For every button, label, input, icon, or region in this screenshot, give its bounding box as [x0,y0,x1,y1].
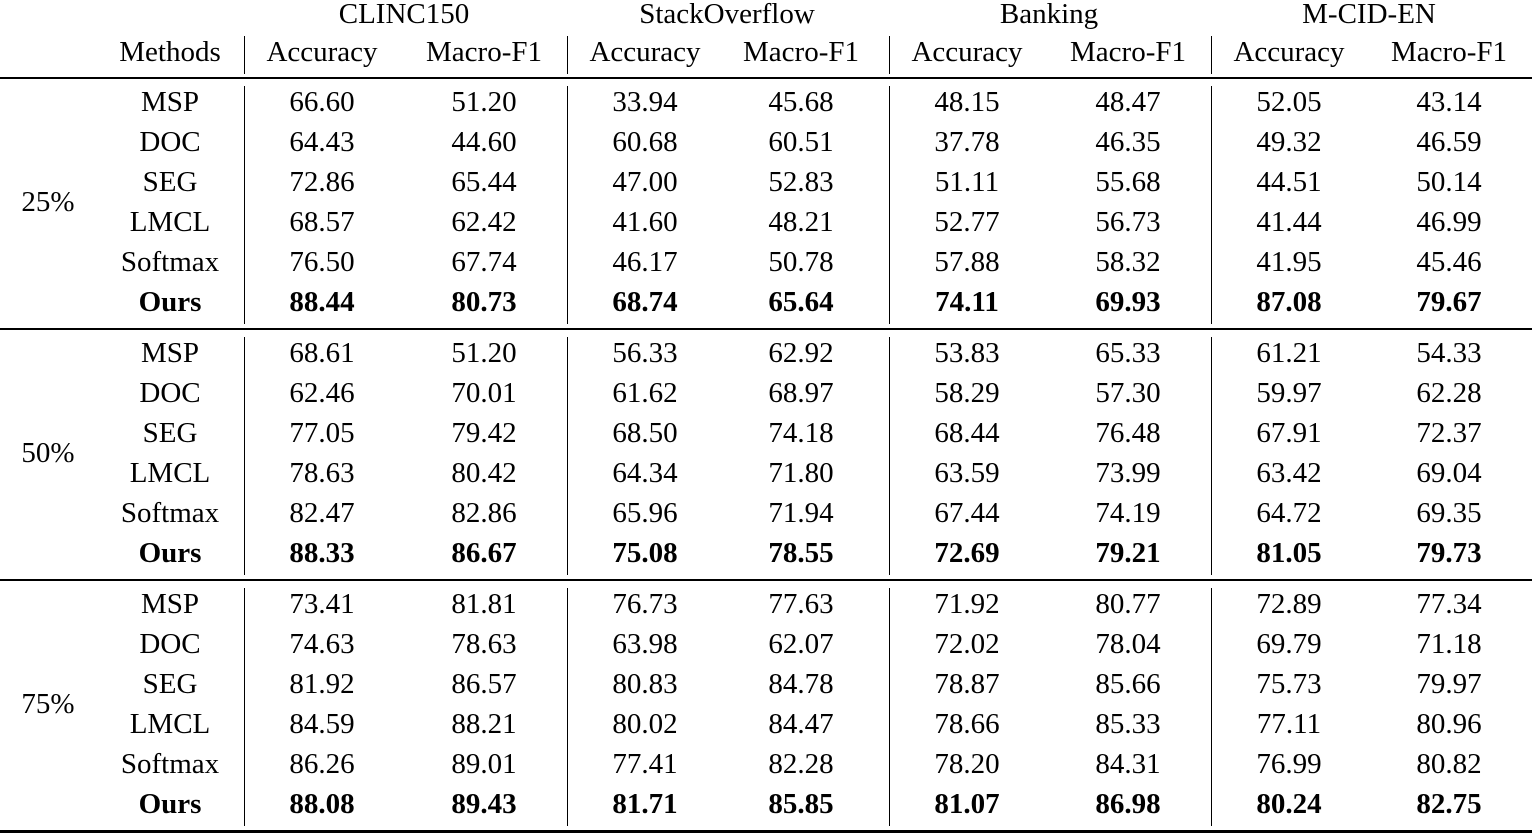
column-divider [244,588,245,826]
dataset-header: M-CID-EN [1302,0,1436,30]
table-cell: 76.48 [1095,417,1161,449]
table-cell: 68.97 [768,377,834,409]
metric-header: Accuracy [589,36,701,68]
table-cell: 80.24 [1256,788,1322,820]
table-cell: 85.66 [1095,668,1161,700]
table-cell: 52.77 [934,206,1000,238]
table-cell: 71.18 [1416,628,1482,660]
table-cell: 72.89 [1256,588,1322,620]
table-cell: 45.46 [1416,246,1482,278]
table-cell: 72.69 [934,537,1000,569]
table-cell: 74.63 [289,628,355,660]
table-cell: 77.11 [1256,708,1322,740]
dataset-header: Banking [999,0,1099,30]
table-cell: 65.44 [451,166,517,198]
method-name: DOC [139,377,201,409]
table-cell: 51.11 [934,166,1000,198]
dataset-header: StackOverflow [639,0,815,30]
table-cell: 69.04 [1416,457,1482,489]
table-cell: 60.68 [612,126,678,158]
group-label: 75% [21,688,75,720]
table-cell: 65.33 [1095,337,1161,369]
dataset-header: CLINC150 [338,0,470,30]
table-cell: 60.51 [768,126,834,158]
table-cell: 57.30 [1095,377,1161,409]
table-cell: 63.42 [1256,457,1322,489]
table-cell: 77.34 [1416,588,1482,620]
table-cell: 55.68 [1095,166,1161,198]
table-cell: 67.91 [1256,417,1322,449]
table-cell: 78.63 [451,628,517,660]
table-cell: 84.31 [1095,748,1161,780]
method-name: SEG [142,166,198,198]
table-cell: 46.35 [1095,126,1161,158]
method-name: MSP [140,588,200,620]
table-cell: 37.78 [934,126,1000,158]
table-cell: 50.78 [768,246,834,278]
table-cell: 80.83 [612,668,678,700]
table-cell: 77.05 [289,417,355,449]
table-cell: 78.04 [1095,628,1161,660]
table-cell: 78.63 [289,457,355,489]
table-cell: 75.08 [612,537,678,569]
methods-header: Methods [119,36,221,68]
method-name: DOC [139,126,201,158]
metric-header: Accuracy [266,36,378,68]
table-cell: 71.92 [934,588,1000,620]
table-rule [0,830,1532,833]
table-cell: 47.00 [612,166,678,198]
table-rule [0,579,1532,581]
table-cell: 48.21 [768,206,834,238]
metric-header: Macro-F1 [1391,36,1507,68]
table-cell: 81.92 [289,668,355,700]
column-divider [1211,337,1212,575]
method-name: MSP [140,86,200,118]
table-cell: 88.21 [451,708,517,740]
table-cell: 56.33 [612,337,678,369]
table-cell: 53.83 [934,337,1000,369]
table-cell: 44.60 [451,126,517,158]
metric-header: Macro-F1 [743,36,859,68]
table-cell: 46.99 [1416,206,1482,238]
table-cell: 68.57 [289,206,355,238]
table-cell: 77.63 [768,588,834,620]
table-cell: 71.94 [768,497,834,529]
table-cell: 56.73 [1095,206,1161,238]
table-cell: 71.80 [768,457,834,489]
table-cell: 89.01 [451,748,517,780]
table-cell: 50.14 [1416,166,1482,198]
method-name: Softmax [120,246,220,278]
table-cell: 41.95 [1256,246,1322,278]
column-divider [244,86,245,324]
column-divider [889,86,890,324]
table-cell: 75.73 [1256,668,1322,700]
table-cell: 62.28 [1416,377,1482,409]
table-cell: 68.44 [934,417,1000,449]
table-cell: 67.74 [451,246,517,278]
table-cell: 79.67 [1416,286,1482,318]
column-divider [244,337,245,575]
table-cell: 76.99 [1256,748,1322,780]
method-name: SEG [142,668,198,700]
method-name: Ours [138,788,202,820]
table-cell: 79.97 [1416,668,1482,700]
table-cell: 79.21 [1095,537,1161,569]
group-label: 25% [21,186,75,218]
table-cell: 67.44 [934,497,1000,529]
table-cell: 65.96 [612,497,678,529]
method-name: Softmax [120,497,220,529]
table-cell: 78.55 [768,537,834,569]
column-divider [1211,36,1212,74]
table-cell: 82.75 [1416,788,1482,820]
table-cell: 63.98 [612,628,678,660]
metric-header: Macro-F1 [1070,36,1186,68]
table-cell: 79.42 [451,417,517,449]
column-divider [889,588,890,826]
method-name: LMCL [129,457,211,489]
table-cell: 68.74 [612,286,678,318]
table-cell: 63.59 [934,457,1000,489]
table-rule [0,77,1532,79]
table-cell: 85.85 [768,788,834,820]
column-divider [244,36,245,74]
table-cell: 74.19 [1095,497,1161,529]
method-name: LMCL [129,206,211,238]
table-cell: 80.77 [1095,588,1161,620]
table-cell: 69.79 [1256,628,1322,660]
table-cell: 52.83 [768,166,834,198]
column-divider [889,36,890,74]
table-cell: 82.47 [289,497,355,529]
table-cell: 65.64 [768,286,834,318]
table-cell: 76.50 [289,246,355,278]
table-cell: 46.59 [1416,126,1482,158]
table-cell: 46.17 [612,246,678,278]
table-cell: 78.87 [934,668,1000,700]
table-cell: 86.98 [1095,788,1161,820]
table-cell: 86.26 [289,748,355,780]
table-cell: 68.61 [289,337,355,369]
table-cell: 51.20 [451,337,517,369]
table-cell: 61.21 [1256,337,1322,369]
column-divider [567,36,568,74]
table-cell: 86.67 [451,537,517,569]
table-cell: 59.97 [1256,377,1322,409]
table-cell: 77.41 [612,748,678,780]
metric-header: Accuracy [1233,36,1345,68]
table-cell: 43.14 [1416,86,1482,118]
table-cell: 72.86 [289,166,355,198]
table-cell: 62.07 [768,628,834,660]
table-cell: 54.33 [1416,337,1482,369]
column-divider [567,588,568,826]
column-divider [1211,588,1212,826]
table-cell: 88.33 [289,537,355,569]
table-cell: 58.32 [1095,246,1161,278]
method-name: LMCL [129,708,211,740]
table-cell: 80.02 [612,708,678,740]
table-cell: 41.44 [1256,206,1322,238]
table-cell: 64.43 [289,126,355,158]
table-cell: 49.32 [1256,126,1322,158]
table-cell: 64.34 [612,457,678,489]
table-cell: 73.41 [289,588,355,620]
metric-header: Macro-F1 [426,36,542,68]
table-cell: 78.20 [934,748,1000,780]
table-cell: 89.43 [451,788,517,820]
method-name: Softmax [120,748,220,780]
table-cell: 80.96 [1416,708,1482,740]
table-cell: 33.94 [612,86,678,118]
table-cell: 73.99 [1095,457,1161,489]
group-label: 50% [21,437,75,469]
table-cell: 80.82 [1416,748,1482,780]
table-cell: 58.29 [934,377,1000,409]
table-cell: 57.88 [934,246,1000,278]
table-cell: 84.47 [768,708,834,740]
table-cell: 81.81 [451,588,517,620]
table-cell: 74.18 [768,417,834,449]
table-cell: 41.60 [612,206,678,238]
metric-header: Accuracy [911,36,1023,68]
method-name: DOC [139,628,201,660]
table-cell: 82.86 [451,497,517,529]
column-divider [567,86,568,324]
table-cell: 45.68 [768,86,834,118]
table-cell: 69.35 [1416,497,1482,529]
table-cell: 80.73 [451,286,517,318]
table-rule [0,328,1532,330]
method-name: Ours [138,286,202,318]
table-cell: 62.46 [289,377,355,409]
table-cell: 84.59 [289,708,355,740]
column-divider [567,337,568,575]
table-cell: 64.72 [1256,497,1322,529]
table-cell: 81.07 [934,788,1000,820]
table-cell: 88.08 [289,788,355,820]
table-cell: 44.51 [1256,166,1322,198]
table-cell: 68.50 [612,417,678,449]
table-cell: 84.78 [768,668,834,700]
table-cell: 48.15 [934,86,1000,118]
table-cell: 82.28 [768,748,834,780]
table-cell: 76.73 [612,588,678,620]
table-cell: 72.02 [934,628,1000,660]
method-name: MSP [140,337,200,369]
table-cell: 78.66 [934,708,1000,740]
table-cell: 86.57 [451,668,517,700]
table-cell: 48.47 [1095,86,1161,118]
column-divider [1211,86,1212,324]
table-cell: 62.42 [451,206,517,238]
table-cell: 70.01 [451,377,517,409]
table-cell: 80.42 [451,457,517,489]
table-cell: 88.44 [289,286,355,318]
table-cell: 74.11 [935,286,999,318]
table-cell: 61.62 [612,377,678,409]
method-name: Ours [138,537,202,569]
table-cell: 87.08 [1256,286,1322,318]
table-cell: 66.60 [289,86,355,118]
table-cell: 69.93 [1095,286,1161,318]
table-cell: 52.05 [1256,86,1322,118]
table-cell: 72.37 [1416,417,1482,449]
table-cell: 51.20 [451,86,517,118]
table-cell: 81.05 [1256,537,1322,569]
method-name: SEG [142,417,198,449]
table-cell: 79.73 [1416,537,1482,569]
table-cell: 85.33 [1095,708,1161,740]
column-divider [889,337,890,575]
table-cell: 81.71 [612,788,678,820]
table-cell: 62.92 [768,337,834,369]
